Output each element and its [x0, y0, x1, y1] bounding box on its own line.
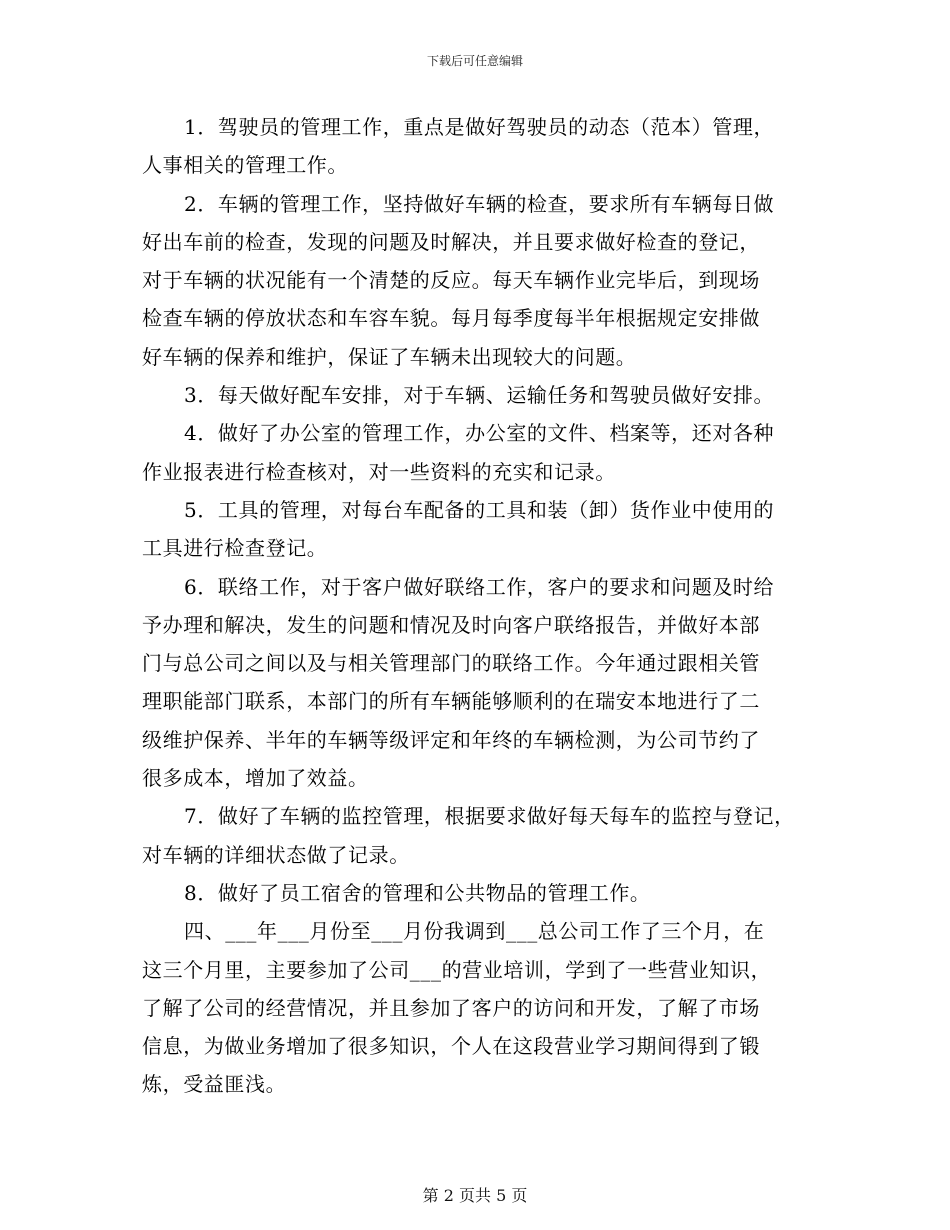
body-line: 级维护保养、半年的车辆等级评定和年终的车辆检测，为公司节约了 [142, 727, 760, 752]
body-line: 信息，为做业务增加了很多知识，个人在这段营业学习期间得到了锻 [142, 1034, 760, 1059]
body-line: 好车辆的保养和维护，保证了车辆未出现较大的问题。 [142, 344, 637, 369]
body-line: 2．车辆的管理工作，坚持做好车辆的检查，要求所有车辆每日做 [184, 191, 775, 216]
body-line: 四、___年___月份至___月份我调到___总公司工作了三个月，在 [184, 919, 765, 944]
body-line: 工具进行检查登记。 [142, 536, 328, 561]
body-line: 7．做好了车辆的监控管理，根据要求做好每天每车的监控与登记， [184, 804, 795, 829]
page-header: 下载后可任意编辑 [426, 54, 523, 68]
body-line: 检查车辆的停放状态和车容车貌。每月每季度每半年根据规定安排做 [142, 306, 760, 331]
body-line: 对于车辆的状况能有一个清楚的反应。每天车辆作业完毕后，到现场 [142, 268, 760, 293]
document-body [142, 108, 822, 1104]
body-line: 1．驾驶员的管理工作，重点是做好驾驶员的动态（范本）管理， [184, 115, 775, 139]
body-line: 理职能部门联系，本部门的所有车辆能够顺利的在瑞安本地进行了二 [142, 689, 760, 714]
page-footer: 第 2 页共 5 页 [422, 1186, 528, 1205]
body-line: 3．每天做好配车安排，对于车辆、运输任务和驾驶员做好安排。 [184, 383, 775, 408]
body-line: 8．做好了员工宿舍的管理和公共物品的管理工作。 [184, 880, 651, 905]
body-line: 6．联络工作，对于客户做好联络工作，客户的要求和问题及时给 [184, 574, 775, 599]
body-line: 了解了公司的经营情况，并且参加了客户的访问和开发，了解了市场 [142, 995, 760, 1020]
body-line: 炼，受益匪浅。 [142, 1072, 287, 1097]
body-line: 门与总公司之间以及与相关管理部门的联络工作。今年通过跟相关管 [142, 651, 760, 676]
body-line: 对车辆的详细状态做了记录。 [142, 842, 410, 867]
body-line: 很多成本，增加了效益。 [142, 766, 369, 791]
body-line: 予办理和解决，发生的问题和情况及时向客户联络报告，并做好本部 [142, 612, 760, 637]
body-line: 4．做好了办公室的管理工作，办公室的文件、档案等，还对各种 [184, 421, 775, 446]
body-line: 人事相关的管理工作。 [142, 153, 348, 178]
body-line: 这三个月里，主要参加了公司___的营业培训，学到了一些营业知识， [142, 957, 772, 982]
body-line: 好出车前的检查，发现的问题及时解决，并且要求做好检查的登记， [142, 229, 760, 254]
body-line: 5．工具的管理，对每台车配备的工具和装（卸）货作业中使用的 [184, 497, 775, 522]
body-line: 作业报表进行检查核对，对一些资料的充实和记录。 [142, 459, 616, 484]
